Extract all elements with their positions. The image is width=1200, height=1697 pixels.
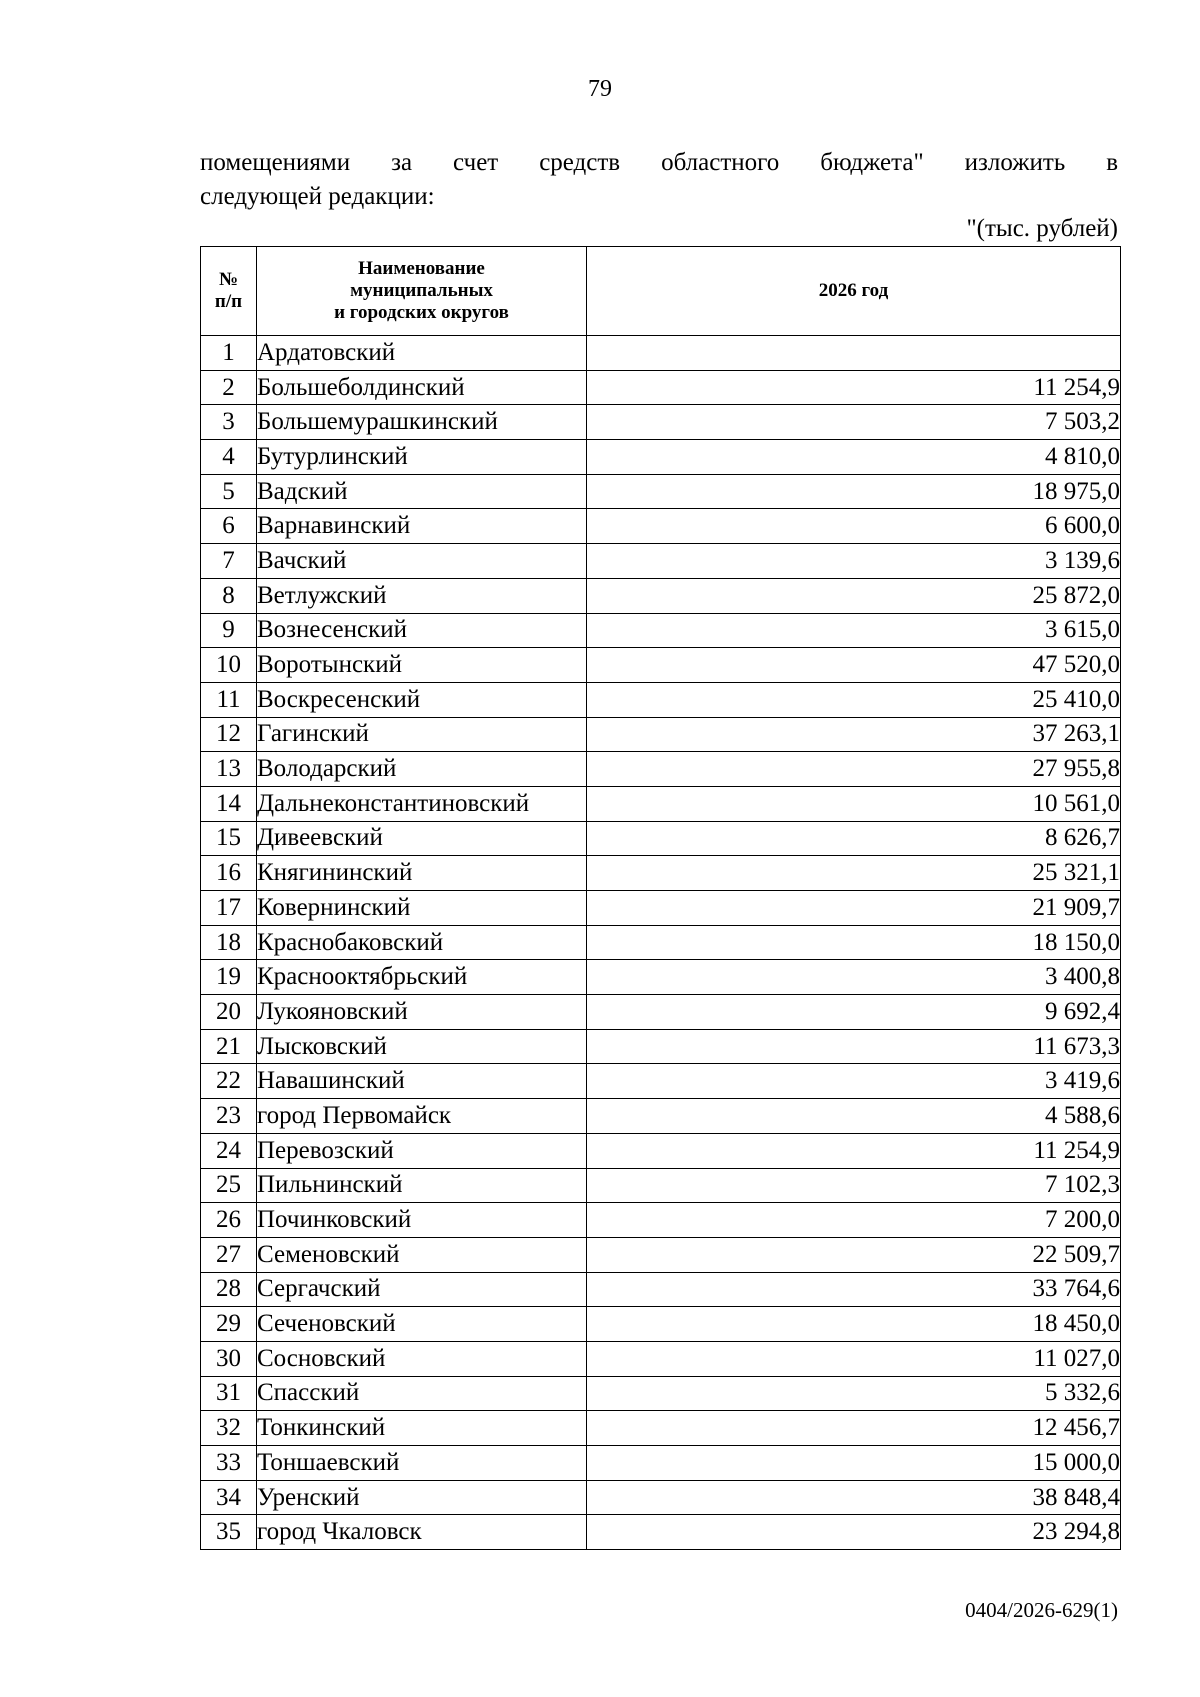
row-number: 6 [201,509,257,544]
row-name: Ардатовский [257,336,587,371]
row-number: 12 [201,717,257,752]
table-row [201,1480,1121,1515]
row-value: 6 600,0 [587,509,1121,544]
table-row [201,821,1121,856]
intro-paragraph [200,146,1118,214]
row-value: 8 626,7 [587,821,1121,856]
table-row [201,1272,1121,1307]
row-value [587,336,1121,371]
row-number: 15 [201,821,257,856]
table-row [201,509,1121,544]
row-name: Тоншаевский [257,1446,587,1481]
table-row [201,1515,1121,1550]
row-name: Воскресенский [257,682,587,717]
header-name [257,247,587,336]
intro-line-2: следующей редакции: [200,183,435,210]
row-value: 10 561,0 [587,786,1121,821]
row-value: 5 332,6 [587,1376,1121,1411]
table-row [201,1446,1121,1481]
row-number: 9 [201,613,257,648]
row-number: 25 [201,1168,257,1203]
row-name: Вознесенский [257,613,587,648]
header-name-line: муниципальных [350,280,493,301]
row-value: 18 450,0 [587,1307,1121,1342]
row-number: 35 [201,1515,257,1550]
row-value: 7 503,2 [587,405,1121,440]
row-name: Сеченовский [257,1307,587,1342]
row-name: Воротынский [257,648,587,683]
row-name: Большеболдинский [257,370,587,405]
row-name: Ветлужский [257,578,587,613]
row-name: Краснооктябрьский [257,960,587,995]
table-row [201,752,1121,787]
row-number: 13 [201,752,257,787]
document-code: 0404/2026-629(1) [965,1598,1118,1622]
row-number: 29 [201,1307,257,1342]
row-number: 22 [201,1064,257,1099]
row-value: 7 102,3 [587,1168,1121,1203]
header-name-line: и городских округов [334,302,509,323]
row-name: Гагинский [257,717,587,752]
table-row [201,1237,1121,1272]
table-row [201,682,1121,717]
table-row [201,1307,1121,1342]
row-name: Княгининский [257,856,587,891]
row-name: город Первомайск [257,1099,587,1134]
row-name: Сосновский [257,1341,587,1376]
row-name: Володарский [257,752,587,787]
table-row [201,1099,1121,1134]
row-name: Ковернинский [257,891,587,926]
row-name: Спасский [257,1376,587,1411]
row-name: Варнавинский [257,509,587,544]
budget-table [200,246,1121,1550]
table-row [201,1133,1121,1168]
header-number-line: п/п [214,291,243,312]
row-value: 3 419,6 [587,1064,1121,1099]
table-row [201,995,1121,1030]
row-number: 7 [201,544,257,579]
row-value: 22 509,7 [587,1237,1121,1272]
table-row [201,1029,1121,1064]
row-value: 7 200,0 [587,1203,1121,1238]
row-name: Уренский [257,1480,587,1515]
row-name: Навашинский [257,1064,587,1099]
row-value: 4 588,6 [587,1099,1121,1134]
row-number: 32 [201,1411,257,1446]
table-row [201,405,1121,440]
row-number: 23 [201,1099,257,1134]
header-number-line: № [218,269,239,290]
table-row [201,336,1121,371]
table-header-row [201,247,1121,336]
row-number: 5 [201,474,257,509]
table-row [201,578,1121,613]
row-number: 21 [201,1029,257,1064]
row-value: 25 410,0 [587,682,1121,717]
table-body [201,336,1121,1550]
table-row [201,786,1121,821]
row-value: 12 456,7 [587,1411,1121,1446]
row-name: город Чкаловск [257,1515,587,1550]
row-number: 14 [201,786,257,821]
row-value: 38 848,4 [587,1480,1121,1515]
table-row [201,648,1121,683]
row-value: 3 400,8 [587,960,1121,995]
row-value: 47 520,0 [587,648,1121,683]
table-row [201,717,1121,752]
row-number: 10 [201,648,257,683]
row-value: 11 027,0 [587,1341,1121,1376]
row-value: 15 000,0 [587,1446,1121,1481]
table-row [201,544,1121,579]
row-name: Лукояновский [257,995,587,1030]
header-year: 2026 год [587,247,1121,336]
table-row [201,925,1121,960]
row-number: 34 [201,1480,257,1515]
row-name: Вачский [257,544,587,579]
row-value: 9 692,4 [587,995,1121,1030]
row-name: Бутурлинский [257,440,587,475]
table-row [201,891,1121,926]
row-name: Починковский [257,1203,587,1238]
row-value: 18 975,0 [587,474,1121,509]
units-note: "(тыс. рублей) [966,215,1118,242]
row-number: 4 [201,440,257,475]
row-value: 3 139,6 [587,544,1121,579]
table-row [201,960,1121,995]
table-row [201,1341,1121,1376]
row-name: Дальнеконстантиновский [257,786,587,821]
row-value: 21 909,7 [587,891,1121,926]
row-value: 23 294,8 [587,1515,1121,1550]
row-name: Тонкинский [257,1411,587,1446]
row-number: 31 [201,1376,257,1411]
table-row [201,1411,1121,1446]
row-name: Вадский [257,474,587,509]
row-number: 27 [201,1237,257,1272]
row-name: Семеновский [257,1237,587,1272]
row-value: 33 764,6 [587,1272,1121,1307]
table-row [201,856,1121,891]
row-value: 11 254,9 [587,1133,1121,1168]
row-name: Дивеевский [257,821,587,856]
row-value: 25 872,0 [587,578,1121,613]
row-number: 3 [201,405,257,440]
row-value: 27 955,8 [587,752,1121,787]
row-name: Большемурашкинский [257,405,587,440]
row-name: Краснобаковский [257,925,587,960]
row-number: 26 [201,1203,257,1238]
header-name-line: Наименование [358,258,485,279]
table-row [201,1203,1121,1238]
row-value: 3 615,0 [587,613,1121,648]
row-name: Лысковский [257,1029,587,1064]
header-number [201,247,257,336]
table-row [201,440,1121,475]
row-name: Перевозский [257,1133,587,1168]
row-number: 20 [201,995,257,1030]
table-row [201,613,1121,648]
row-value: 18 150,0 [587,925,1121,960]
table-row [201,474,1121,509]
row-number: 1 [201,336,257,371]
row-value: 4 810,0 [587,440,1121,475]
row-value: 11 254,9 [587,370,1121,405]
row-number: 11 [201,682,257,717]
row-value: 25 321,1 [587,856,1121,891]
row-name: Пильнинский [257,1168,587,1203]
row-number: 28 [201,1272,257,1307]
table-row [201,1168,1121,1203]
page-number: 79 [588,76,612,102]
row-number: 18 [201,925,257,960]
row-number: 16 [201,856,257,891]
row-value: 37 263,1 [587,717,1121,752]
row-number: 24 [201,1133,257,1168]
row-number: 19 [201,960,257,995]
row-name: Сергачский [257,1272,587,1307]
table-row [201,1376,1121,1411]
row-number: 30 [201,1341,257,1376]
intro-line-1: помещениями за счет средств областного бюджета" изложить в [200,149,1118,176]
row-value: 11 673,3 [587,1029,1121,1064]
row-number: 8 [201,578,257,613]
row-number: 2 [201,370,257,405]
table-row [201,370,1121,405]
table-row [201,1064,1121,1099]
row-number: 33 [201,1446,257,1481]
row-number: 17 [201,891,257,926]
